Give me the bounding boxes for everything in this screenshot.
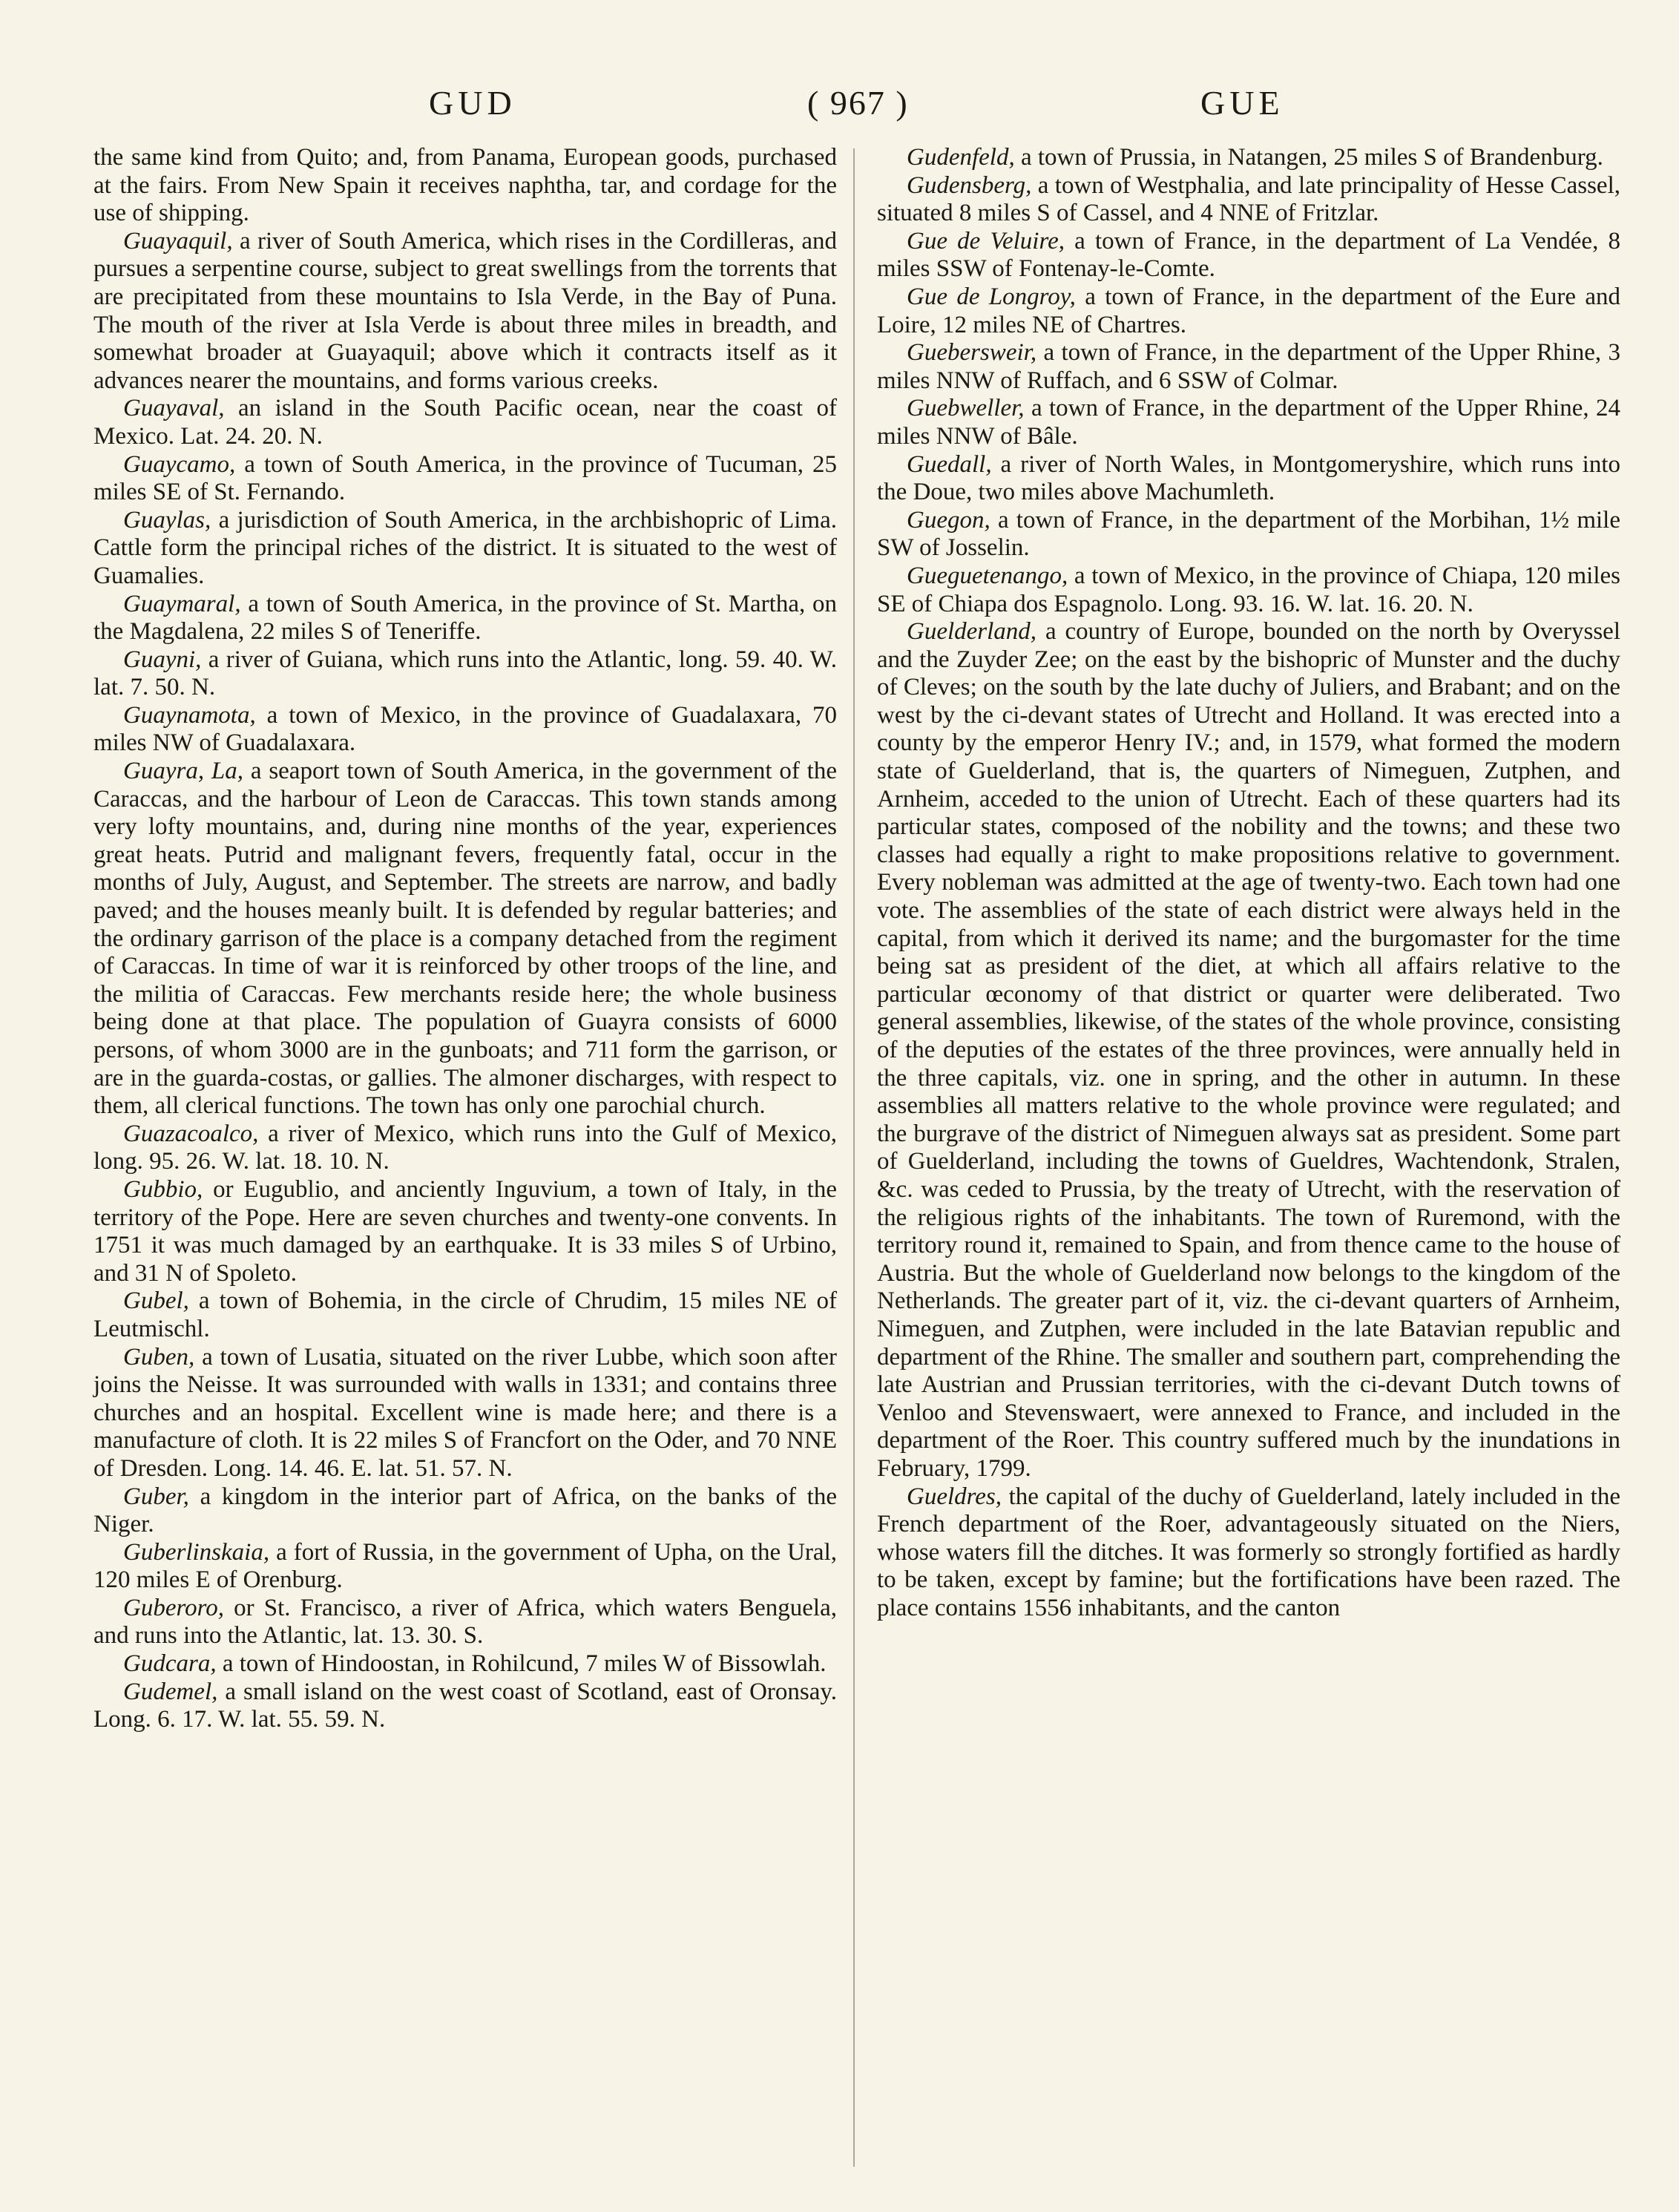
gazetteer-entry: [93, 1176, 837, 1287]
entry-text: an island in the South Pacific ocean, near the coast of Mexico. Lat. 24. 20. N.: [93, 395, 837, 450]
entry-headword: Gue de Longroy,: [907, 283, 1076, 310]
entry-headword: Guayni,: [123, 646, 202, 673]
entry-text: a jurisdiction of South America, in the archbishopric of Lima. Cattle form the principal riches of the district. It is situated to the west of Guamalies.: [93, 506, 837, 589]
entry-headword: Guedall,: [907, 450, 992, 478]
entry-headword: Guelderland,: [907, 618, 1037, 646]
right-column: [877, 144, 1620, 1622]
gazetteer-entry: [93, 646, 837, 702]
entry-headword: Gudenfeld,: [907, 144, 1015, 171]
header-right-catchword: GUE: [1200, 84, 1284, 122]
gazetteer-entry: [93, 1344, 837, 1483]
entry-headword: Gudemel,: [123, 1678, 218, 1705]
gazetteer-entry: [93, 591, 837, 646]
gazetteer-entry: [93, 395, 837, 450]
entry-text: a town of France, in the department of the Upper Rhine, 3 miles NNW of Ruffach, and 6 SSW of Colmar.: [877, 339, 1620, 394]
entry-text: a kingdom in the interior part of Africa, on the banks of the Niger.: [93, 1483, 837, 1538]
gazetteer-entry: [93, 1678, 837, 1734]
gazetteer-entry: [877, 144, 1620, 172]
entry-text: a river of North Wales, in Montgomeryshire, which runs into the Doue, two miles above Machumleth.: [877, 450, 1620, 506]
entry-headword: Guayaquil,: [123, 227, 233, 255]
gazetteer-entry: [93, 758, 837, 1120]
entry-headword: Gueguetenango,: [907, 562, 1068, 589]
entry-headword: Gueldres,: [907, 1483, 1002, 1510]
entry-headword: Gubel,: [123, 1287, 189, 1315]
running-head: [0, 83, 1679, 128]
entry-headword: Guaycamo,: [123, 450, 236, 478]
gazetteer-entry: [93, 507, 837, 591]
entry-text: a small island on the west coast of Scotland, east of Oronsay. Long. 6. 17. W. lat. 55. 59. N.: [93, 1678, 837, 1733]
entry-headword: Guberlinskaia,: [123, 1538, 270, 1566]
gazetteer-entry: [877, 618, 1620, 1483]
entry-text: a river of Mexico, which runs into the Gulf of Mexico, long. 95. 26. W. lat. 18. 10. N.: [93, 1120, 837, 1175]
entry-text: a town of France, in the department of the Upper Rhine, 24 miles NNW of Bâle.: [877, 395, 1620, 450]
entry-text: a country of Europe, bounded on the north by Overyssel and the Zuyder Zee; on the east by the bishopric of Munster and the duchy of Cleves; on the south by the late duchy of Juliers, and Brabant; and on the west by the ci-devant states of Utrecht and Holland. It was erected into a county by the emperor Henry IV.; and, in 1579, what formed the modern state of Guelderland, that is, the quarters of Nimeguen, Zutphen, and Arnheim, acceded to the union of Utrecht. Each of these quarters had its particular states, composed of the nobility and the towns; and these two classes had equally a right to make propositions relative to government. Every nobleman was admitted at the age of twenty-two. Each town had one vote. The assemblies of the state of each district were always held in the capital, from which it derived its name; and the burgomaster for the time being sat as president of the diet, at which all affairs relative to the particular œconomy of that district or quarter were deliberated. Two general assemblies, likewise, of the states of the whole province, consisting of the deputies of the estates of the three provinces, were annually held in the three capitals, viz. one in spring, and the other in autumn. In these assemblies all matters relative to the whole province were regulated; and the burgrave of the district of Nimeguen always sat as president. Some part of Guelderland, including the towns of Gueldres, Wachtendonk, Stralen, &c. was ceded to Prussia, by the treaty of Utrecht, with the reservation of the religious rights of the inhabitants. The town of Ruremond, with the territory round it, remained to Spain, and from thence came to the house of Austria. But the whole of Guelderland now belongs to the kingdom of the Netherlands. The greater part of it, viz. the ci-devant quarters of Arnheim, Nimeguen, and Zutphen, were included in the late Batavian republic and department of the Rhine. The smaller and southern part, comprehending the late Austrian and Prussian territories, with the ci-devant Dutch towns of Venloo and Stevenswaert, were annexed to France, and included in the department of the Roer. This country suffered much by the inundations in February, 1799.: [877, 618, 1620, 1482]
entry-headword: Guberoro,: [123, 1594, 224, 1621]
entry-text: a town of South America, in the province of Tucuman, 25 miles SE of St. Fernando.: [93, 450, 837, 506]
entry-headword: Guebweller,: [907, 395, 1025, 422]
gazetteer-entry: [93, 144, 837, 228]
entry-text: the capital of the duchy of Guelderland, lately included in the French department of the Roer, advantageously situated on the Niers, whose waters fill the ditches. It was formerly so strongly fortified as hardly to be taken, except by famine; but the fortifications have been razed. The place contains 1556 inhabitants, and the canton: [877, 1483, 1620, 1621]
entry-headword: Gue de Veluire,: [907, 227, 1065, 255]
gazetteer-entry: [877, 395, 1620, 450]
entry-headword: Guebersweir,: [907, 339, 1037, 367]
header-left-catchword: GUD: [429, 84, 516, 122]
entry-text: a town of Mexico, in the province of Chiapa, 120 miles SE of Chiapa dos Espagnolo. Long. 93. 16. W. lat. 16. 20. N.: [877, 562, 1620, 617]
gazetteer-entry: [877, 339, 1620, 395]
entry-text: or Eugublio, and anciently Inguvium, a town of Italy, in the territory of the Pope. Here are seven churches and twenty-one convents. In 1751 it was much damaged by an earthquake. It is 33 miles S of Urbino, and 31 N of Spoleto.: [93, 1175, 837, 1287]
entry-headword: Guben,: [123, 1343, 195, 1371]
entry-text: a town of Westphalia, and late principality of Hesse Cassel, situated 8 miles S of Cassel, and 4 NNE of Fritzlar.: [877, 171, 1620, 227]
gazetteer-entry: [93, 1120, 837, 1176]
entry-text: a town of Bohemia, in the circle of Chrudim, 15 miles NE of Leutmischl.: [93, 1287, 837, 1342]
gazetteer-entry: [93, 228, 837, 396]
gazetteer-entry: [93, 1595, 837, 1650]
entry-text: a town of France, in the department of the Morbihan, 1½ mile SW of Josselin.: [877, 506, 1620, 562]
entry-text: a river of South America, which rises in the Cordilleras, and pursues a serpentine course, subject to great swellings from the torrents that are precipitated from these mountains to Isla Verde, in the Bay of Puna. The mouth of the river at Isla Verde is about three miles in breadth, and somewhat broader at Guayaquil; above which it contracts itself as it advances nearer the mountains, and forms various creeks.: [93, 227, 837, 394]
entry-text: a town of France, in the department of La Vendée, 8 miles SSW of Fontenay-le-Comte.: [877, 227, 1620, 283]
entry-headword: Guber,: [123, 1483, 189, 1510]
gazetteer-entry: [93, 702, 837, 758]
gazetteer-entry: [877, 283, 1620, 339]
gazetteer-entry: [877, 228, 1620, 283]
entry-headword: Guaynamota,: [123, 701, 256, 729]
entry-headword: Guaymaral,: [123, 590, 241, 617]
gazetteer-entry: [93, 451, 837, 507]
left-column: [93, 144, 837, 1734]
entry-headword: Guazacoalco,: [123, 1120, 259, 1147]
gazetteer-entry: [877, 507, 1620, 562]
entry-headword: Guayaval,: [123, 395, 225, 422]
gazetteer-entry: [93, 1483, 837, 1539]
entry-headword: Gudcara,: [123, 1650, 217, 1678]
entry-headword: Guegon,: [907, 506, 990, 534]
entry-text: a seaport town of South America, in the government of the Caraccas, and the harbour of Leon de Caraccas. This town stands among very lofty mountains, and, during nine months of the year, experiences great heats. Putrid and malignant fevers, frequently fatal, occur in the months of July, August, and September. The streets are narrow, and badly paved; and the houses meanly built. It is defended by regular batteries; and the ordinary garrison of the place is a company detached from the regiment of Caraccas. In time of war it is reinforced by other troops of the line, and the militia of Caraccas. Few merchants reside here; the whole business being done at that place. The population of Guayra consists of 6000 persons, of whom 3000 are in the gunboats; and 711 form the garrison, or are in the guarda-costas, or gallies. The almoner discharges, with respect to them, all clerical functions. The town has only one parochial church.: [93, 758, 837, 1120]
entry-headword: Gudensberg,: [907, 171, 1032, 199]
entry-headword: Guayra, La,: [123, 758, 244, 785]
entry-text: a town of Hindoostan, in Rohilcund, 7 miles W of Bissowlah.: [216, 1650, 827, 1678]
entry-text: a town of Mexico, in the province of Guadalaxara, 70 miles NW of Guadalaxara.: [93, 701, 837, 757]
page-number: ( 967 ): [807, 84, 909, 122]
entry-text: a river of Guiana, which runs into the Atlantic, long. 59. 40. W. lat. 7. 50. N.: [93, 646, 837, 701]
gazetteer-entry: [877, 451, 1620, 507]
entry-text: a town of Prussia, in Natangen, 25 miles S of Brandenburg.: [1014, 144, 1603, 171]
entry-headword: Guaylas,: [123, 506, 211, 534]
gazetteer-entry: [93, 1650, 837, 1678]
entry-text: a town of Lusatia, situated on the river Lubbe, which soon after joins the Neisse. It was surrounded with walls in 1331; and contains three churches and an hospital. Excellent wine is made here; and there is a manufacture of cloth. It is 22 miles S of Francfort on the Oder, and 70 NNE of Dresden. Long. 14. 46. E. lat. 51. 57. N.: [93, 1343, 837, 1482]
entry-text: or St. Francisco, a river of Africa, which waters Benguela, and runs into the Atlantic, lat. 13. 30. S.: [93, 1594, 837, 1650]
entry-text: a fort of Russia, in the government of Upha, on the Ural, 120 miles E of Orenburg.: [93, 1538, 837, 1594]
gazetteer-entry: [877, 172, 1620, 228]
entry-text: the same kind from Quito; and, from Panama, European goods, purchased at the fairs. From New Spain it receives naphtha, tar, and cordage for the use of shipping.: [93, 144, 837, 227]
entry-text: a town of South America, in the province of St. Martha, on the Magdalena, 22 miles S of Teneriffe.: [93, 590, 837, 646]
gazetteer-entry: [877, 1483, 1620, 1623]
gazetteer-entry: [93, 1287, 837, 1343]
column-divider: [853, 148, 855, 2167]
entry-text: a town of France, in the department of the Eure and Loire, 12 miles NE of Chartres.: [877, 283, 1620, 338]
gazetteer-entry: [93, 1539, 837, 1595]
entry-headword: Gubbio,: [123, 1175, 203, 1203]
gazetteer-entry: [877, 562, 1620, 618]
